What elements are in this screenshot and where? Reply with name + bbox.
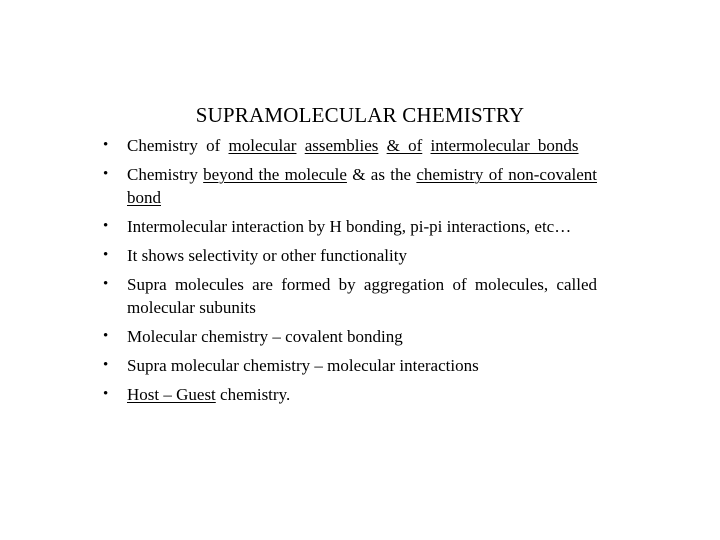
bullet-icon: • xyxy=(103,166,109,182)
bullet-item-6 xyxy=(103,325,597,348)
bullet-icon: • xyxy=(103,218,109,234)
bullet-icon: • xyxy=(103,247,109,263)
bullet-icon: • xyxy=(103,328,109,344)
underlined-segment: chemistry of non-covalent bond xyxy=(127,165,597,207)
bullet-item-4 xyxy=(103,244,597,267)
text-segment: Supra molecular chemistry – molecular interactions xyxy=(127,356,479,375)
underlined-segment: assemblies xyxy=(304,136,379,155)
bullet-item-5 xyxy=(103,273,597,319)
underlined-segment: molecular xyxy=(228,136,297,155)
text-segment: & as the xyxy=(346,165,417,184)
bullet-item-2 xyxy=(103,163,597,209)
underlined-segment: & of xyxy=(386,136,423,155)
text-segment: Chemistry xyxy=(127,165,204,184)
text-segment: It shows selectivity or other functionality xyxy=(127,246,407,265)
text-segment xyxy=(378,136,386,155)
underlined-segment: beyond the molecule xyxy=(203,165,347,184)
bullet-item-3 xyxy=(103,215,597,238)
bullet-icon: • xyxy=(103,386,109,402)
bullet-item-7 xyxy=(103,354,597,377)
text-segment xyxy=(296,136,304,155)
text-segment: chemistry. xyxy=(215,385,291,404)
bullet-icon: • xyxy=(103,357,109,373)
text-segment: Supra molecules are formed by aggregation of molecules, called molecular subunits xyxy=(127,275,597,317)
text-segment xyxy=(422,136,430,155)
text-segment: Intermolecular interaction by H bonding, pi-pi interactions, etc… xyxy=(127,217,572,236)
text-segment: Molecular chemistry – covalent bonding xyxy=(127,327,403,346)
bullet-icon: • xyxy=(103,276,109,292)
bullet-icon: • xyxy=(103,137,109,153)
underlined-segment: Host – Guest xyxy=(127,385,216,404)
bullet-item-1 xyxy=(103,134,597,157)
bullet-list xyxy=(103,134,597,412)
text-segment: Chemistry of xyxy=(127,136,229,155)
underlined-segment: intermolecular bonds xyxy=(430,136,579,155)
bullet-item-8 xyxy=(103,383,597,406)
slide-title: SUPRAMOLECULAR CHEMISTRY xyxy=(195,103,525,127)
